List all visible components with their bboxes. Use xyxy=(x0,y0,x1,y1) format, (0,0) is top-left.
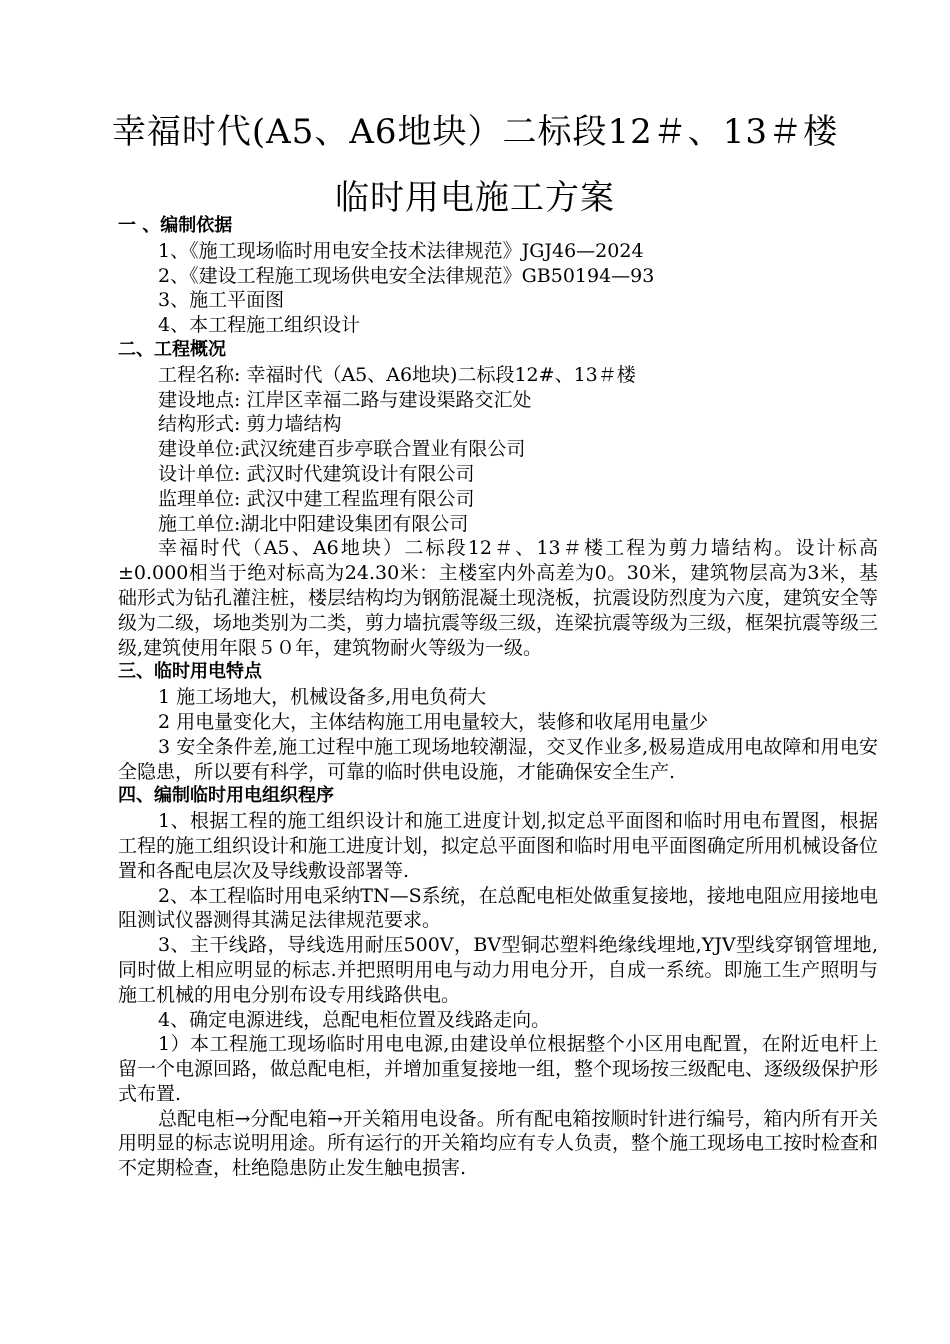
basis-item: 3、施工平面图 xyxy=(158,289,285,312)
section-heading-basis: 一 、编制依据 xyxy=(118,215,233,236)
overview-item: 工程名称: 幸福时代（A5、A6地块)二标段12#、13＃楼 xyxy=(158,363,636,386)
overview-item: 结构形式: 剪力墙结构 xyxy=(158,413,342,436)
basis-item: 4、本工程施工组织设计 xyxy=(158,314,361,337)
basis-item: 1、《施工现场临时用电安全技术法律规范》JGJ46—2024 xyxy=(158,239,644,262)
overview-paragraph: 幸福时代（A5、A6地块）二标段12＃、13＃楼工程为剪力墙结构。设计标高±0.000相当于绝对标高为24.30米：主楼室内外高差为0。30米，建筑物层高为3米，基础形式为钻孔灌注桩，楼层结构均为钢筋混凝土现浇板，抗震设防烈度为六度，建筑安全等级为二级，场地类别为二类，剪力墙抗震等级三级，连梁抗震等级为三级，框架抗震等级三级,建筑使用年限５０年，建筑物耐火等级为一级。 xyxy=(118,537,879,659)
overview-item: 施工单位:湖北中阳建设集团有限公司 xyxy=(158,512,469,535)
section-heading-features: 三、临时用电特点 xyxy=(118,661,262,683)
procedure-paragraph: 3、主干线路，导线选用耐压500V，BV型铜芯塑料绝缘线埋地,YJV型线穿钢管埋地,同时做上相应明显的标志.并把照明用电与动力用电分开，自成一系统。即施工生产照明与施工机械的用电分别布设专用线路供电。 xyxy=(118,934,878,1006)
procedure-paragraph: 4、确定电源进线，总配电柜位置及线路走向。 xyxy=(158,1008,551,1031)
procedure-paragraph: 1、根据工程的施工组织设计和施工进度计划,拟定总平面图和临时用电布置图，根据工程的施工组织设计和施工进度计划，拟定总平面图和临时用电平面图确定所用机械设备位置和各配电层次及导线敷设部署等. xyxy=(118,810,879,882)
overview-item: 监理单位: 武汉中建工程监理有限公司 xyxy=(158,487,475,510)
overview-item: 设计单位: 武汉时代建筑设计有限公司 xyxy=(158,462,475,485)
section-heading-overview: 二、工程概况 xyxy=(118,338,226,360)
section-heading-procedure: 四、编制临时用电组织程序 xyxy=(118,785,334,807)
basis-item: 2、《建设工程施工现场供电安全法律规范》GB50194—93 xyxy=(158,264,655,287)
document-title-line2: 临时用电施工方案 xyxy=(335,178,615,218)
document-body xyxy=(118,214,878,1181)
overview-item: 建设地点: 江岸区幸福二路与建设渠路交汇处 xyxy=(158,388,532,411)
procedure-paragraph: 1）本工程施工现场临时用电电源,由建设单位根据整个小区用电配置，在附近电杆上留一个电源回路，做总配电柜，并增加重复接地一组，整个现场按三级配电、逐级级保护形式布置. xyxy=(118,1033,879,1105)
procedure-paragraph: 总配电柜→分配电箱→开关箱用电设备。所有配电箱按顺时针进行编号，箱内所有开关用明显的标志说明用途。所有运行的开关箱均应有专人负责，整个施工现场电工按时检查和不定期检查，杜绝隐患防止发生触电损害. xyxy=(118,1107,879,1180)
overview-item: 建设单位:武汉统建百步亭联合置业有限公司 xyxy=(158,438,526,461)
feature-item: 1 施工场地大，机械设备多,用电负荷大 xyxy=(158,686,487,709)
document-title-line1: 幸福时代(A5、A6地块）二标段12＃、13＃楼 xyxy=(111,112,839,152)
feature-paragraph: 3 安全条件差,施工过程中施工现场地较潮湿，交叉作业多,极易造成用电故障和用电安全隐患，所以要有科学，可靠的临时供电设施，才能确保安全生产. xyxy=(118,735,878,783)
feature-item: 2 用电量变化大，主体结构施工用电量较大，装修和收尾用电量少 xyxy=(158,710,709,733)
procedure-paragraph: 2、本工程临时用电采纳TN—S系统，在总配电柜处做重复接地，接地电阻应用接地电阻测试仪器测得其满足法律规范要求。 xyxy=(118,884,878,932)
